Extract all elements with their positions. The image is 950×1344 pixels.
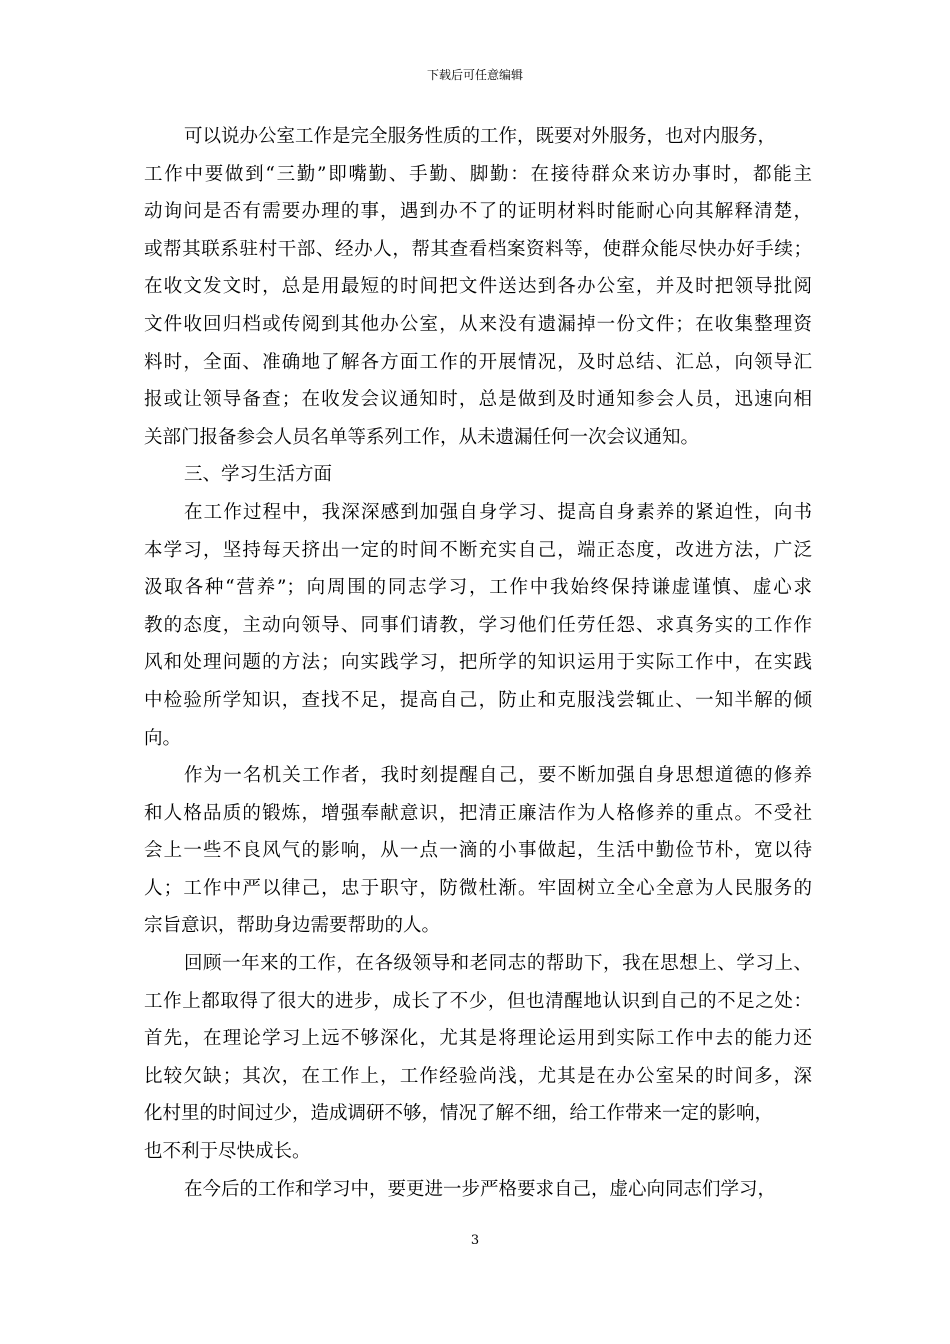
text-line: 中检验所学知识，查找不足，提高自己，防止和克服浅尝辄止、一知半解的倾 — [144, 689, 812, 711]
text-line: 人；工作中严以律己，忠于职守，防微杜渐。牢固树立全心全意为人民服务的 — [144, 877, 812, 899]
text-line: 汲取各种“营养”；向周围的同志学习，工作中我始终保持谦虚谨慎、虚心求 — [144, 577, 812, 599]
text-line: 关部门报备参会人员名单等系列工作，从未遗漏任何一次会议通知。 — [144, 426, 700, 448]
text-line: 在今后的工作和学习中，要更进一步严格要求自己，虚心向同志们学习， — [184, 1178, 777, 1200]
text-line: 比较欠缺；其次，在工作上，工作经验尚浅，尤其是在办公室呆的时间多，深 — [144, 1065, 812, 1087]
page-header: 下载后可任意编辑 — [426, 68, 523, 82]
text-line: 教的态度，主动向领导、同事们请教，学习他们任劳任怨、求真务实的工作作 — [144, 614, 812, 636]
text-line: 报或让领导备查；在收发会议通知时，总是做到及时通知参会人员，迅速向相 — [144, 389, 812, 411]
text-line: 可以说办公室工作是完全服务性质的工作，既要对外服务，也对内服务， — [184, 126, 777, 147]
text-line: 在收文发文时，总是用最短的时间把文件送达到各办公室，并及时把领导批阅 — [144, 276, 812, 298]
text-line: 向。 — [144, 727, 182, 749]
document-body — [144, 118, 812, 1208]
text-line: 在工作过程中，我深深感到加强自身学习、提高自身素养的紧迫性，向书 — [184, 501, 812, 523]
page-number: 3 — [470, 1233, 480, 1248]
text-line: 风和处理问题的方法；向实践学习，把所学的知识运用于实际工作中，在实践 — [144, 652, 812, 674]
text-line: 也不利于尽快成长。 — [144, 1141, 311, 1163]
text-line: 作为一名机关工作者，我时刻提醒自己，要不断加强自身思想道德的修养 — [184, 765, 812, 787]
text-line: 文件收回归档或传阅到其他办公室，从来没有遗漏掉一份文件；在收集整理资 — [144, 313, 812, 335]
text-line: 化村里的时间过少，造成调研不够，情况了解不细，给工作带来一定的影响， — [144, 1103, 774, 1125]
text-line: 首先，在理论学习上远不够深化，尤其是将理论运用到实际工作中去的能力还 — [144, 1028, 812, 1050]
text-line: 或帮其联系驻村干部、经办人，帮其查看档案资料等，使群众能尽快办好手续； — [144, 238, 812, 260]
text-line: 会上一些不良风气的影响，从一点一滴的小事做起，生活中勤俭节朴，宽以待 — [144, 840, 812, 862]
text-line: 料时，全面、准确地了解各方面工作的开展情况，及时总结、汇总，向领导汇 — [144, 351, 812, 373]
text-line: 工作中要做到“三勤”即嘴勤、手勤、脚勤：在接待群众来访办事时，都能主 — [144, 163, 812, 185]
text-line: 本学习，坚持每天挤出一定的时间不断充实自己，端正态度，改进方法，广泛 — [144, 539, 812, 561]
text-line: 动询问是否有需要办理的事，遇到办不了的证明材料时能耐心向其解释清楚， — [144, 201, 812, 223]
text-line: 宗旨意识，帮助身边需要帮助的人。 — [144, 915, 441, 937]
text-line: 工作上都取得了很大的进步，成长了不少，但也清醒地认识到自己的不足之处： — [144, 990, 812, 1012]
text-line: 回顾一年来的工作，在各级领导和老同志的帮助下，我在思想上、学习上、 — [184, 953, 812, 975]
text-line: 和人格品质的锻炼，增强奉献意识，把清正廉洁作为人格修养的重点。不受社 — [144, 802, 812, 824]
section-heading: 三、学习生活方面 — [184, 464, 333, 486]
